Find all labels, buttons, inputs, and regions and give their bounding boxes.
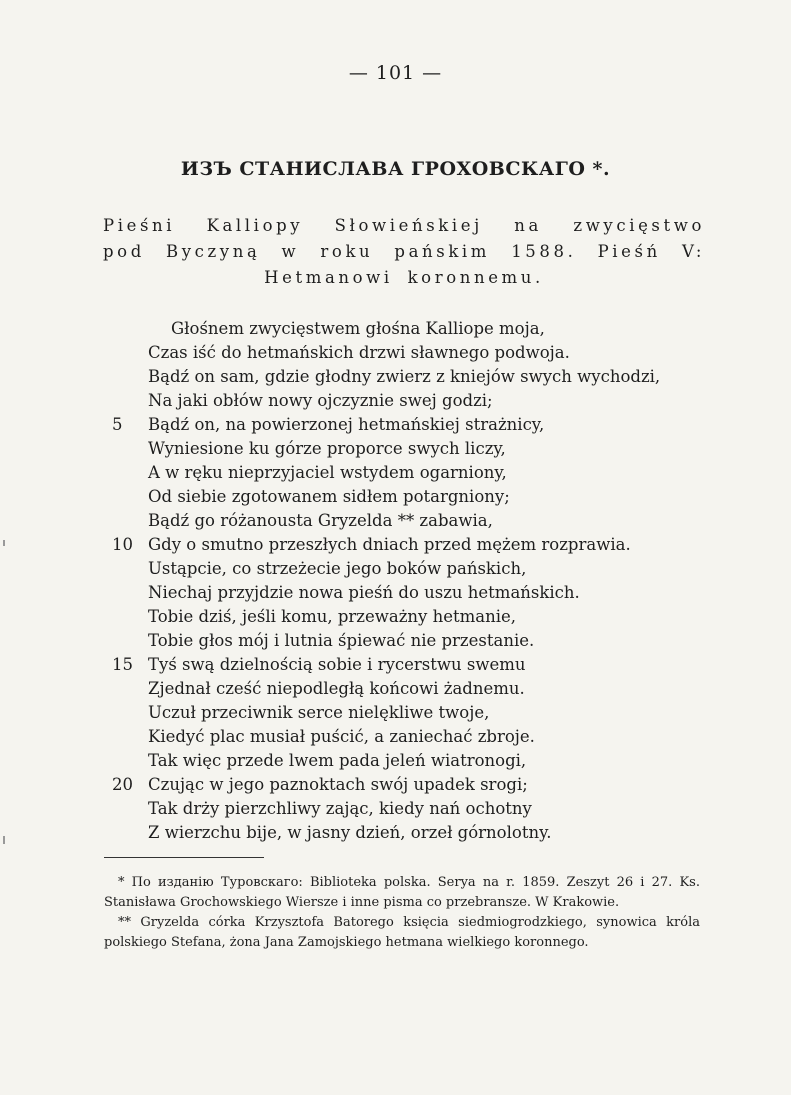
subtitle-line: pod Byczyną w roku pańskim 1588. Pieśń V: [103,242,705,261]
verse-line [0,461,791,485]
footnote: ** Gryzelda córka Krzysztofa Batorego księcia siedmiogrodzkiego, synowica króla polskiego Stefana, żona Jana Zamojskiego hetmana wielkiego koronnego. [104,915,700,950]
verse-text: Wyniesione ku górze proporce swych liczy, [148,439,506,458]
verse-text: Bądź on, na powierzonej hetmańskiej strażnicy, [148,415,545,434]
verse-text: Tak drży pierzchliwy zając, kiedy nań ochotny [148,799,532,818]
page-number: — 101 — [348,62,443,84]
verse-line [0,533,791,557]
verse-text: Tyś swą dzielnością sobie i rycerstwu swemu [148,655,526,674]
subtitle-line: Pieśni Kalliopy Słowieńskiej na zwycięstwo [103,216,705,235]
line-number: 15 [112,655,133,674]
verse-text: Czując w jego paznoktach swój upadek srogi; [148,775,528,794]
verse-line [0,677,791,701]
line-number: 10 [112,535,133,554]
verse-text: Niechaj przyjdzie nowa pieśń do uszu hetmańskich. [148,583,580,602]
verse-line [0,749,791,773]
footnotes [104,873,700,953]
verse-line [0,581,791,605]
verse-line [0,725,791,749]
verse-line [0,317,791,341]
verse-line [0,821,791,845]
verse-text: Bądź on sam, gdzie głodny zwierz z kniejów swych wychodzi, [148,367,661,386]
verse-line [0,557,791,581]
verse-text: Tak więc przede lwem pada jeleń wiatronogi, [148,751,527,770]
line-number: 20 [112,775,133,794]
verse-line [0,653,791,677]
section-heading: ИЗЪ СТАНИСЛАВА ГРОХОВСКАГО *. [180,158,611,180]
verse-text: Czas iść do hetmańskich drzwi sławnego podwoja. [148,343,570,362]
verse-text: Głośnem zwycięstwem głośna Kalliope moja, [171,319,545,338]
verse-text: Tobie dziś, jeśli komu, przeważny hetmanie, [148,607,517,626]
verse-text: Bądź go różanousta Gryzelda ** zabawia, [148,511,493,530]
verse-line [0,389,791,413]
footnote: * По изданію Туровскаго: Biblioteka polska. Serya na r. 1859. Zeszyt 26 i 27. Ks. Stanisława Grochowskiego Wiersze i inne pisma co przebransze. W Krakowie. [104,875,700,910]
verse-line [0,605,791,629]
verse-line [0,437,791,461]
verse-line [0,701,791,725]
verse-line [0,797,791,821]
footnote-rule [104,857,264,858]
verse-text: Na jaki obłów nowy ojczyznie swej godzi; [148,391,493,410]
verse-text: A w ręku nieprzyjaciel wstydem ogarniony, [148,463,507,482]
verse-line [0,485,791,509]
line-number: 5 [112,415,123,434]
verse-text: Gdy o smutno przeszłych dniach przed mężem rozprawia. [148,535,631,554]
verse-line [0,341,791,365]
verse-line [0,629,791,653]
verse-text: Ustąpcie, co strzeżecie jego boków pańskich, [148,559,527,578]
verse-text: Kiedyć plac musiał puścić, a zaniechać zbroje. [148,727,535,746]
verse-line [0,413,791,437]
margin-mark [3,540,5,546]
verse-line [0,509,791,533]
verse-text: Z wierzchu bije, w jasny dzień, orzeł górnolotny. [148,823,552,842]
verse-text: Uczuł przeciwnik serce nielękliwe twoje, [148,703,490,722]
verse-line [0,365,791,389]
verse-text: Tobie głos mój i lutnia śpiewać nie przestanie. [148,631,535,650]
poem-subtitle [103,213,705,291]
verse-text: Od siebie zgotowanem sidłem potargniony; [148,487,510,506]
verse-text: Zjednał cześć niepodległą końcowi żadnemu. [148,679,525,698]
subtitle-line: Hetmanowi koronnemu. [264,268,544,287]
verse-line [0,773,791,797]
margin-mark [3,836,5,844]
